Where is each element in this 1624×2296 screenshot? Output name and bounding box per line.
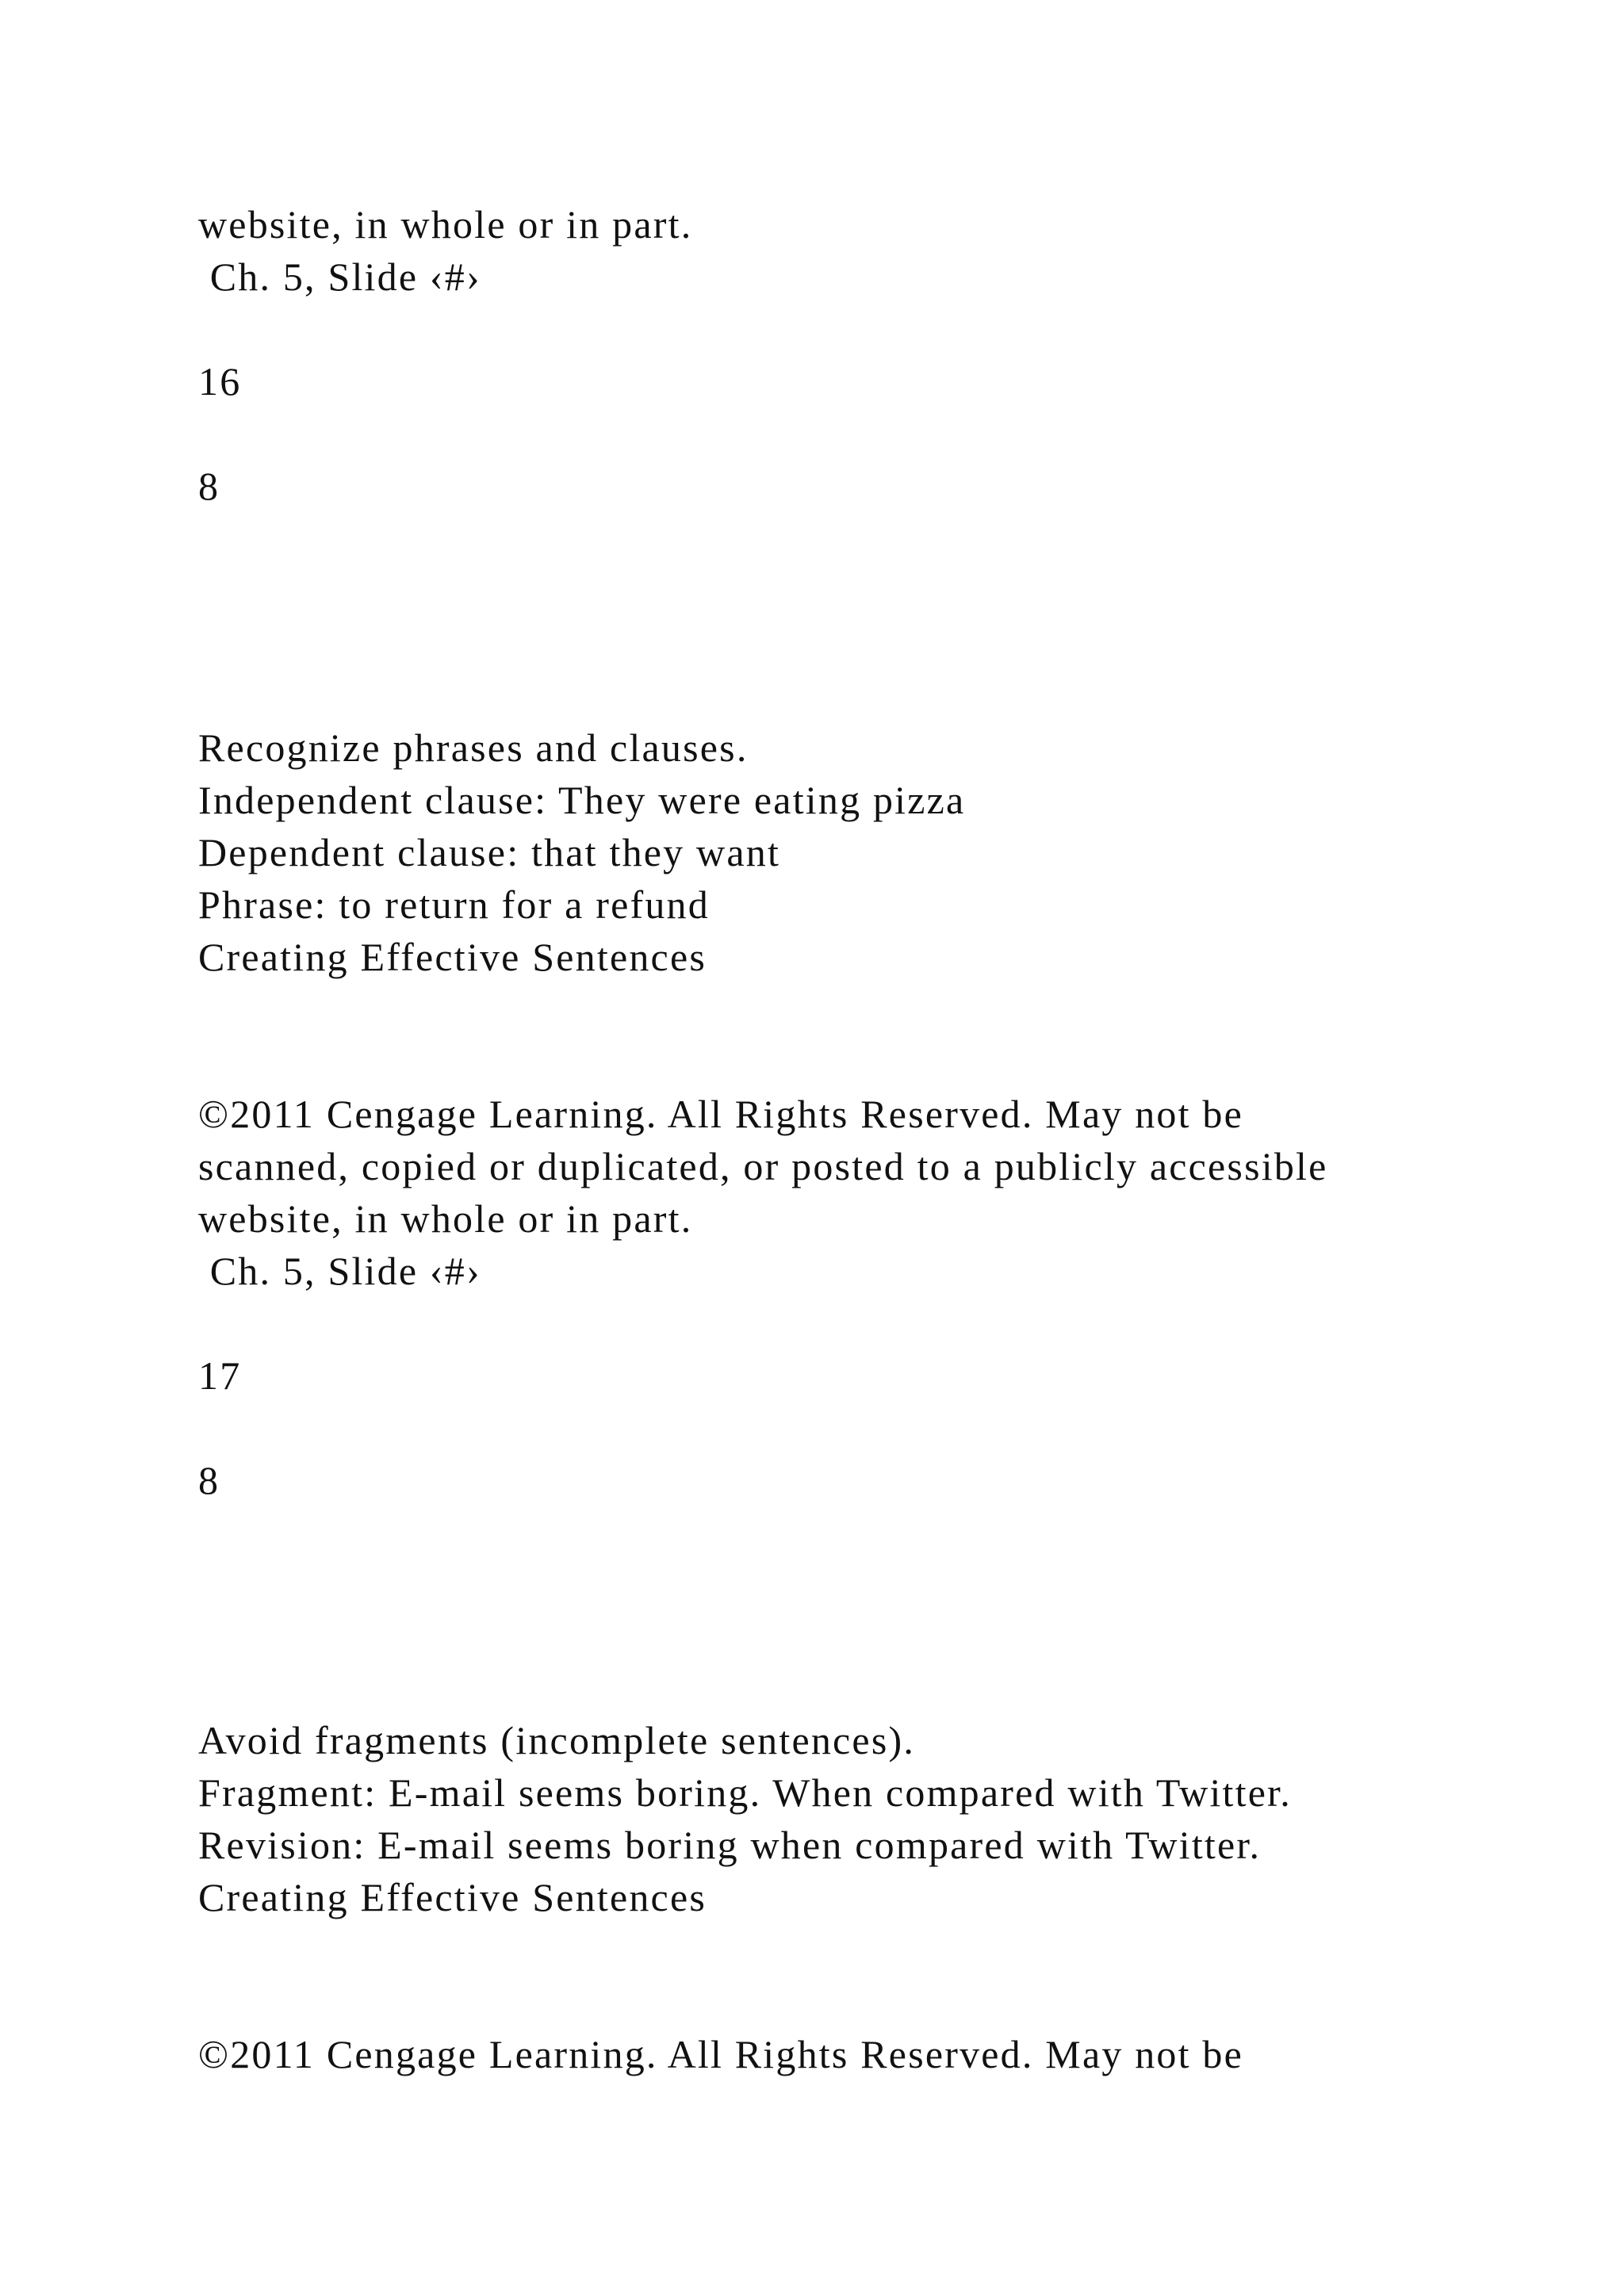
slide-number: 16 (198, 359, 242, 404)
slide-reference: Ch. 5, Slide ‹#› (198, 254, 481, 299)
slide-title: Creating Effective Sentences (198, 1875, 707, 1919)
chapter-number: 8 (198, 464, 220, 508)
copyright-text-line: ©2011 Cengage Learning. All Rights Reserved. May not be (198, 2032, 1244, 2076)
slide-bullet: Independent clause: They were eating pizza (198, 778, 966, 822)
copyright-text-line: scanned, copied or duplicated, or posted to a publicly accessible (198, 1144, 1328, 1188)
copyright-text-line: website, in whole or in part. (198, 1196, 693, 1241)
slide-bullet: Revision: E-mail seems boring when compared with Twitter. (198, 1823, 1262, 1867)
slide-heading: Avoid fragments (incomplete sentences). (198, 1718, 916, 1762)
slide-bullet: Phrase: to return for a refund (198, 882, 710, 927)
slide-reference: Ch. 5, Slide ‹#› (198, 1249, 481, 1293)
slide-number: 17 (198, 1353, 242, 1398)
copyright-text-line: website, in whole or in part. (198, 202, 693, 247)
slide-bullet: Dependent clause: that they want (198, 830, 781, 874)
copyright-text-line: ©2011 Cengage Learning. All Rights Reserved. May not be (198, 1092, 1244, 1136)
slide-bullet: Fragment: E-mail seems boring. When compared with Twitter. (198, 1770, 1292, 1815)
slide-heading: Recognize phrases and clauses. (198, 725, 749, 770)
slide-title: Creating Effective Sentences (198, 935, 707, 979)
chapter-number: 8 (198, 1458, 220, 1502)
